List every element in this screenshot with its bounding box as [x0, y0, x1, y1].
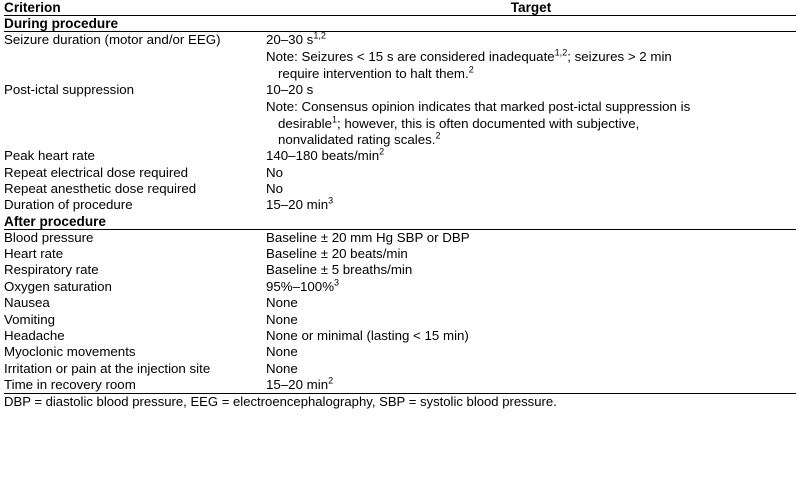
table-row [4, 165, 796, 181]
note-line: require intervention to halt them.$^2$ [278, 64, 474, 81]
criteria-target-table [4, 0, 796, 409]
target-value: 140–180 beats/$\min^2$ [266, 146, 385, 164]
criterion-cell: Post-ictal suppression [4, 82, 135, 98]
criterion-cell: Irritation or pain at the injection site [4, 360, 211, 376]
target-cell [266, 148, 796, 164]
criterion-cell: Nausea [4, 295, 50, 311]
table-body [4, 0, 796, 409]
table-row [4, 279, 796, 295]
note-line: desirable$^1$; however, this is often documented with subjective, [278, 114, 640, 131]
column-header-criterion: Criterion [4, 0, 266, 16]
criterion-cell: Vomiting [4, 311, 55, 327]
note-line: nonvalidated rating scales.$^2$ [278, 130, 441, 148]
target-value: Baseline ± 20 beats/min [266, 246, 408, 262]
criterion-cell: Seizure duration (motor and/or EEG) [4, 32, 221, 47]
table-row [4, 82, 796, 148]
target-cell [266, 377, 796, 394]
target-cell [266, 312, 796, 328]
superscript-reference: 1,2 [554, 47, 568, 58]
criterion-cell: Duration of procedure [4, 197, 133, 213]
target-cell [266, 262, 796, 278]
superscript-reference: 2 [468, 64, 474, 75]
criterion-cell: Headache [4, 327, 65, 343]
criterion-cell: Heart rate [4, 246, 64, 262]
table-row [4, 344, 796, 360]
target-note [266, 99, 796, 148]
target-cell [266, 246, 796, 262]
superscript-reference: 2 [328, 375, 334, 386]
target-value: Baseline ± 20 mm Hg SBP or DBP [266, 229, 470, 245]
target-value: None or minimal (lasting < 15 min) [266, 327, 469, 343]
table-row [4, 361, 796, 377]
target-value: Baseline ± 5 breaths/min [266, 262, 413, 278]
target-cell [266, 181, 796, 197]
criterion-cell: Peak heart rate [4, 148, 95, 164]
target-value: None [266, 311, 298, 327]
table-row [4, 312, 796, 328]
target-cell [266, 279, 796, 295]
table-row [4, 295, 796, 311]
superscript-reference: 3 [334, 277, 340, 288]
target-cell [266, 229, 796, 246]
target-value: 20–30 $s^{1,2}$ [266, 30, 326, 47]
table-row [4, 377, 796, 394]
table-row [4, 32, 796, 83]
target-value: 15–20 $\min^3$ [266, 196, 334, 213]
footnote-row [4, 394, 796, 410]
target-value: 95%–100%$^3$ [266, 277, 340, 294]
target-value: 10–20 s [266, 82, 314, 98]
superscript-reference: 3 [328, 196, 334, 207]
criterion-cell: Repeat electrical dose required [4, 164, 189, 180]
target-cell [266, 197, 796, 213]
table-row [4, 197, 796, 213]
section-title: After procedure [4, 214, 796, 230]
target-note [266, 49, 796, 82]
criterion-cell: Respiratory rate [4, 262, 99, 278]
criterion-cell: Repeat anesthetic dose required [4, 181, 197, 197]
criterion-cell: Myoclonic movements [4, 344, 136, 360]
target-cell [266, 165, 796, 181]
section-title: During procedure [4, 16, 796, 32]
note-line: Note: Consensus opinion indicates that marked post-ictal suppression is [266, 99, 691, 115]
note-line: Note: Seizures < 15 s are considered inadequate$^{1,2}$; seizures > 2 min [266, 47, 672, 65]
table-header-row [4, 0, 796, 16]
target-cell [266, 328, 796, 344]
target-value: No [266, 181, 283, 197]
table-row [4, 229, 796, 246]
footnote-text: DBP = diastolic blood pressure, EEG = electroencephalography, SBP = systolic blood pressure. [4, 394, 796, 410]
criterion-cell: Oxygen saturation [4, 278, 112, 294]
table-row [4, 328, 796, 344]
target-value: 15–20 $\min^2$ [266, 375, 334, 392]
table-row [4, 148, 796, 164]
target-value: No [266, 164, 283, 180]
target-value: None [266, 344, 298, 360]
section-header-row [4, 16, 796, 32]
column-header-target: Target [266, 0, 796, 16]
superscript-reference: 2 [435, 130, 441, 141]
superscript-reference: 1,2 [313, 30, 326, 41]
target-cell [266, 295, 796, 311]
target-cell [266, 82, 796, 148]
section-header-row [4, 214, 796, 230]
table-row [4, 246, 796, 262]
target-cell [266, 32, 796, 83]
superscript-reference: 2 [379, 146, 385, 157]
table-row [4, 262, 796, 278]
target-value: None [266, 295, 298, 311]
target-cell [266, 344, 796, 360]
criterion-cell: Blood pressure [4, 229, 94, 245]
criterion-cell: Time in recovery room [4, 376, 136, 392]
target-cell [266, 361, 796, 377]
table-row [4, 181, 796, 197]
superscript-reference: 1 [331, 114, 337, 125]
target-value: None [266, 360, 298, 376]
